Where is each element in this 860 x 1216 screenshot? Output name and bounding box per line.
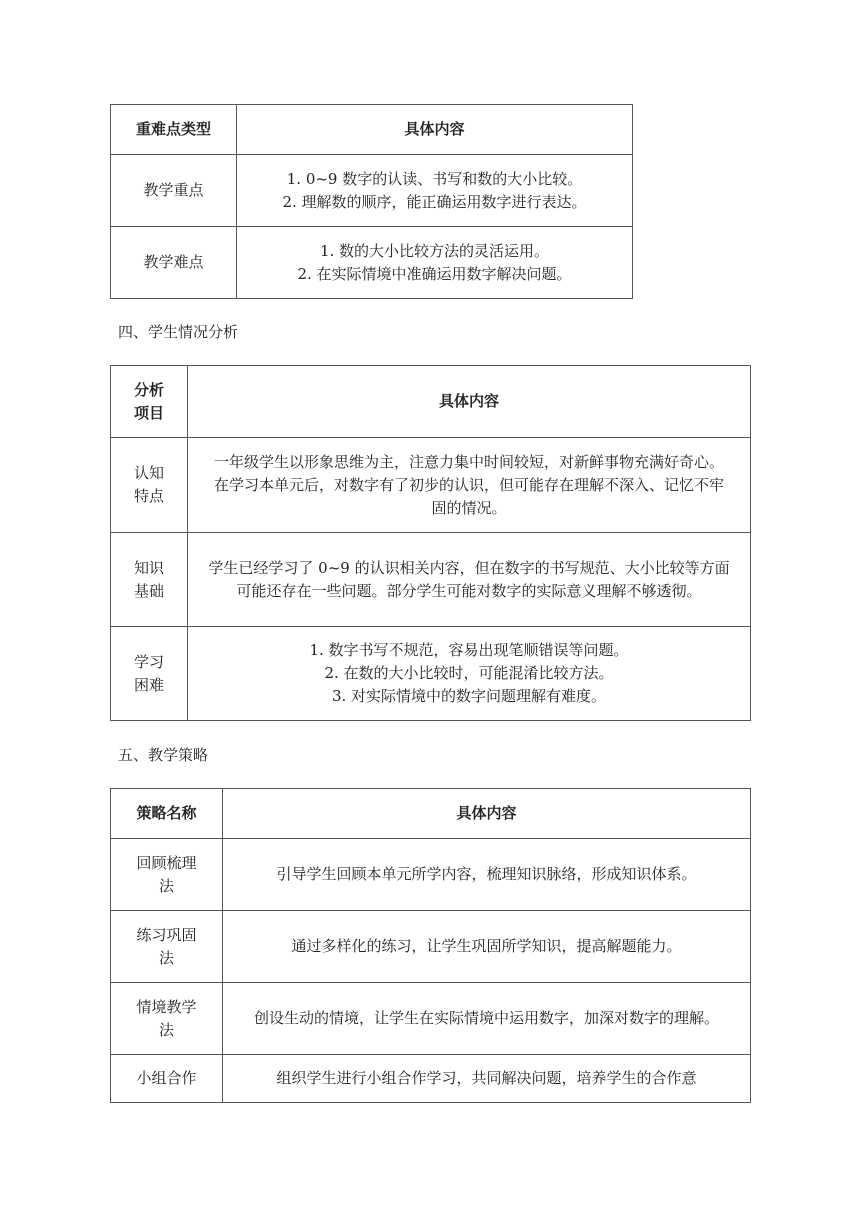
key-difficult-points-table (110, 104, 633, 299)
table-row (111, 533, 751, 627)
list-item: 1. 数字书写不规范，容易出现笔顺错误等问题。 (309, 641, 629, 659)
analysis-content: 一年级学生以形象思维为主，注意力集中时间较短，对新鲜事物充满好奇心。在学习本单元后，对数字有了初步的认识，但可能存在理解不深入、记忆不牢固的情况。 (188, 438, 751, 533)
teaching-strategy-table (110, 788, 751, 1103)
table-row (111, 839, 751, 911)
strategy-content: 组织学生进行小组合作学习，共同解决问题，培养学生的合作意 (223, 1055, 751, 1103)
list-item: 3. 对实际情境中的数字问题理解有难度。 (331, 687, 607, 705)
strategy-content: 引导学生回顾本单元所学内容，梳理知识脉络，形成知识体系。 (223, 839, 751, 911)
strategy-name: 回顾梳理法 (111, 839, 223, 911)
header-content: 具体内容 (237, 105, 633, 155)
header-content: 具体内容 (188, 366, 751, 438)
strategy-content: 创设生动的情境，让学生在实际情境中运用数字，加深对数字的理解。 (223, 983, 751, 1055)
analysis-item: 认知特点 (111, 438, 188, 533)
list-item: 2. 在数的大小比较时，可能混淆比较方法。 (324, 664, 614, 682)
strategy-name: 练习巩固法 (111, 911, 223, 983)
list-item: 1. 0~9 数字的认读、书写和数的大小比较。 (286, 169, 583, 188)
header-type: 重难点类型 (111, 105, 237, 155)
header-strategy-name: 策略名称 (111, 789, 223, 839)
point-content (237, 227, 633, 299)
table-row (111, 911, 751, 983)
header-content: 具体内容 (223, 789, 751, 839)
student-analysis-table (110, 365, 751, 721)
section-heading-student-analysis: 四、学生情况分析 (118, 323, 239, 341)
point-type: 教学难点 (111, 227, 237, 299)
strategy-name: 小组合作 (111, 1055, 223, 1103)
table-row (111, 227, 633, 299)
section-heading-teaching-strategy: 五、教学策略 (118, 746, 209, 764)
analysis-item: 知识基础 (111, 533, 188, 627)
list-item: 2. 在实际情境中准确运用数字解决问题。 (297, 264, 572, 283)
analysis-content: 学生已经学习了 0~9 的认识相关内容，但在数字的书写规范、大小比较等方面可能还存在一些问题。部分学生可能对数字的实际意义理解不够透彻。 (188, 533, 751, 627)
analysis-item: 学习困难 (111, 627, 188, 721)
strategy-content: 通过多样化的练习，让学生巩固所学知识，提高解题能力。 (223, 911, 751, 983)
strategy-name: 情境教学法 (111, 983, 223, 1055)
analysis-content (188, 627, 751, 721)
table-row (111, 627, 751, 721)
list-item: 1. 数的大小比较方法的灵活运用。 (319, 241, 550, 260)
list-item: 2. 理解数的顺序，能正确运用数字进行表达。 (282, 192, 587, 211)
table-row (111, 155, 633, 227)
point-type: 教学重点 (111, 155, 237, 227)
table-row (111, 983, 751, 1055)
table-row (111, 438, 751, 533)
point-content (237, 155, 633, 227)
table-row (111, 1055, 751, 1103)
header-item: 分析项目 (111, 366, 188, 438)
